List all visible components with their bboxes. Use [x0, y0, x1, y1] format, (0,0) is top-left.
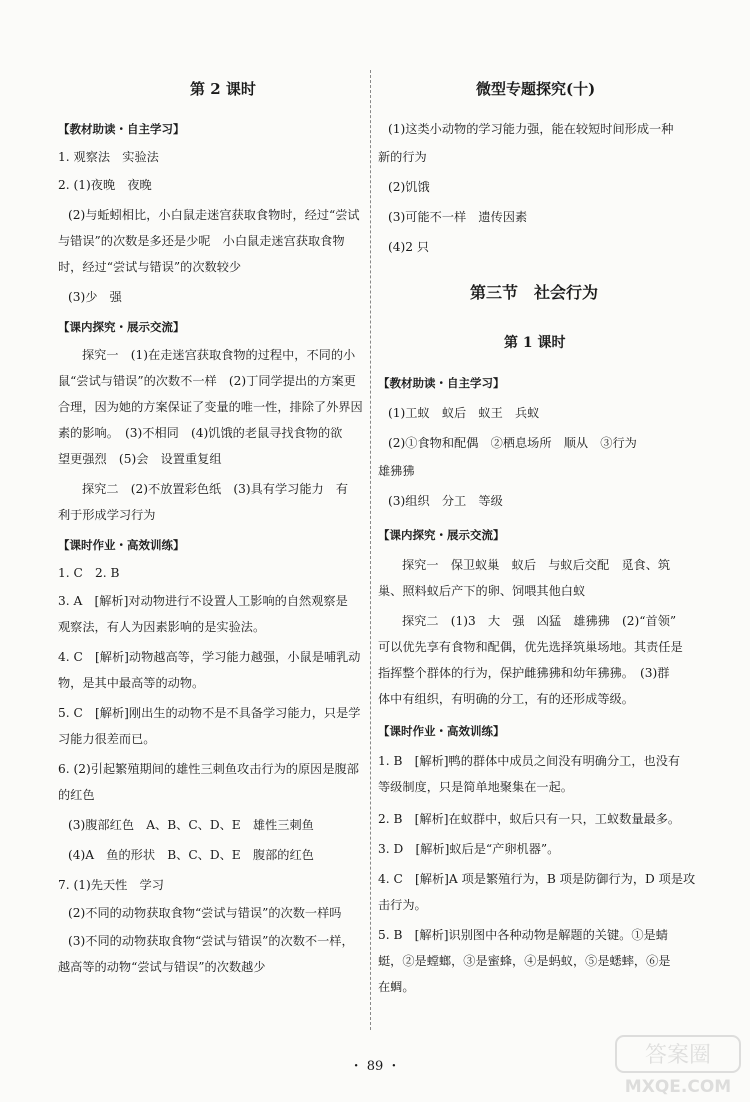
section-header: 【课时作业・高效训练】	[58, 538, 185, 552]
answer-line: 合理，因为她的方案保证了变量的唯一性，排除了外界因	[58, 400, 363, 414]
answer-line: 巢、照料蚁后产下的卵、饲喂其他白蚁	[378, 584, 586, 598]
section-header: 【教材助读・自主学习】	[58, 122, 185, 136]
answer-line: (3)组织 分工 等级	[388, 494, 503, 508]
section-header: 【教材助读・自主学习】	[378, 376, 505, 390]
answer-line: 1. 观察法 实验法	[58, 150, 159, 164]
answer-line: (2)饥饿	[388, 180, 430, 194]
answer-line: 7. (1)先天性 学习	[58, 878, 164, 892]
right-title: 微型专题探究(十)	[476, 80, 596, 98]
answer-line: 3. D [解析]蚁后是“产卵机器”。	[378, 842, 560, 856]
watermark-top-text: 答案圈	[644, 1043, 712, 1068]
page-number: ・ 89 ・	[349, 1059, 401, 1074]
answer-line: 等级制度，只是简单地聚集在一起。	[378, 780, 573, 794]
answer-line: 探究一 (1)在走迷宫获取食物的过程中，不同的小	[82, 348, 356, 362]
answer-line: (3)腹部红色 A、B、C、D、E 雄性三刺鱼	[68, 818, 314, 832]
answer-line: (3)可能不一样 遗传因素	[388, 210, 528, 224]
answer-line: (1)工蚁 蚁后 蚁王 兵蚁	[388, 406, 540, 420]
answer-line: 物，是其中最高等的动物。	[58, 676, 205, 690]
answer-line: 雄狒狒	[378, 464, 415, 478]
answer-line: (2)不同的动物获取食物“尝试与错误”的次数一样吗	[68, 906, 342, 920]
answer-line: 6. (2)引起繁殖期间的雄性三刺鱼攻击行为的原因是腹部	[58, 762, 359, 776]
answer-line: 可以优先享有食物和配偶，优先选择筑巢场地。其责任是	[378, 640, 683, 654]
answer-line: 习能力很差而已。	[58, 732, 156, 746]
answer-line: 素的影响。 (3)不相同 (4)饥饿的老鼠寻找食物的欲	[58, 426, 343, 440]
section-title: 第三节 社会行为	[470, 283, 599, 302]
answer-line: (3)少 强	[68, 290, 122, 304]
answer-line: 5. B [解析]识别图中各种动物是解题的关键。①是蜻	[378, 928, 668, 942]
answer-line: 4. C [解析]A 项是繁殖行为，B 项是防御行为，D 项是攻	[378, 872, 696, 886]
answer-line: 2. B [解析]在蚁群中，蚁后只有一只，工蚁数量最多。	[378, 812, 681, 826]
answer-line: 鼠“尝试与错误”的次数不一样 (2)丁同学提出的方案更	[58, 374, 356, 388]
answer-line: 指挥整个群体的行为，保护雌狒狒和幼年狒狒。 (3)群	[378, 666, 670, 680]
watermark-bottom-text: MXQE.COM	[624, 1077, 732, 1097]
answer-line: 5. C [解析]刚出生的动物不是不具备学习能力，只是学	[58, 706, 361, 720]
answer-line: 新的行为	[378, 150, 427, 164]
answer-line: 蜓，②是螳螂，③是蜜蜂，④是蚂蚁，⑤是蟋蟀，⑥是	[378, 954, 671, 968]
answer-line: 探究二 (2)不放置彩色纸 (3)具有学习能力 有	[82, 482, 349, 496]
answer-line: 望更强烈 (5)会 设置重复组	[58, 452, 222, 466]
answer-line: 探究一 保卫蚁巢 蚁后 与蚁后交配 觅食、筑	[402, 558, 671, 572]
answer-line: (2)与蚯蚓相比，小白鼠走迷宫获取食物时，经过“尝试	[68, 208, 360, 222]
answer-line: 探究二 (1)3 大 强 凶猛 雄狒狒 (2)“首领”	[402, 614, 677, 628]
watermark-logo	[614, 1034, 742, 1098]
answer-line: 1. B [解析]鸭的群体中成员之间没有明确分工，也没有	[378, 754, 681, 768]
answer-line: (1)这类小动物的学习能力强，能在较短时间形成一种	[388, 122, 674, 136]
answer-line: (2)①食物和配偶 ②栖息场所 顺从 ③行为	[388, 436, 637, 450]
section-header: 【课内探究・展示交流】	[58, 320, 185, 334]
section-header: 【课内探究・展示交流】	[378, 528, 505, 542]
answer-line: (4)2 只	[388, 240, 430, 254]
answer-line: 越高等的动物“尝试与错误”的次数越少	[58, 960, 266, 974]
left-title: 第 2 课时	[190, 80, 256, 98]
answer-line: 1. C 2. B	[58, 566, 120, 580]
answer-line: 的红色	[58, 788, 95, 802]
answer-line: (4)A 鱼的形状 B、C、D、E 腹部的红色	[68, 848, 314, 862]
answer-line: 时，经过“尝试与错误”的次数较少	[58, 260, 242, 274]
answer-line: 击行为。	[378, 898, 427, 912]
answer-line: 在蜩。	[378, 980, 415, 994]
section-header: 【课时作业・高效训练】	[378, 724, 505, 738]
subsection-title: 第 1 课时	[504, 335, 566, 351]
watermark-icon	[614, 1034, 742, 1098]
answer-line: 利于形成学习行为	[58, 508, 156, 522]
answer-line: (3)不同的动物获取食物“尝试与错误”的次数不一样，	[68, 934, 354, 948]
answer-line: 体中有组织，有明确的分工，有的还形成等级。	[378, 692, 634, 706]
answer-line: 4. C [解析]动物越高等，学习能力越强，小鼠是哺乳动	[58, 650, 361, 664]
answer-line: 2. (1)夜晚 夜晚	[58, 178, 152, 192]
answer-line: 3. A [解析]对动物进行不设置人工影响的自然观察是	[58, 594, 348, 608]
answer-line: 观察法，有人为因素影响的是实验法。	[58, 620, 266, 634]
answer-line: 与错误”的次数是多还是少呢 小白鼠走迷宫获取食物	[58, 234, 345, 248]
column-divider	[370, 70, 371, 1030]
